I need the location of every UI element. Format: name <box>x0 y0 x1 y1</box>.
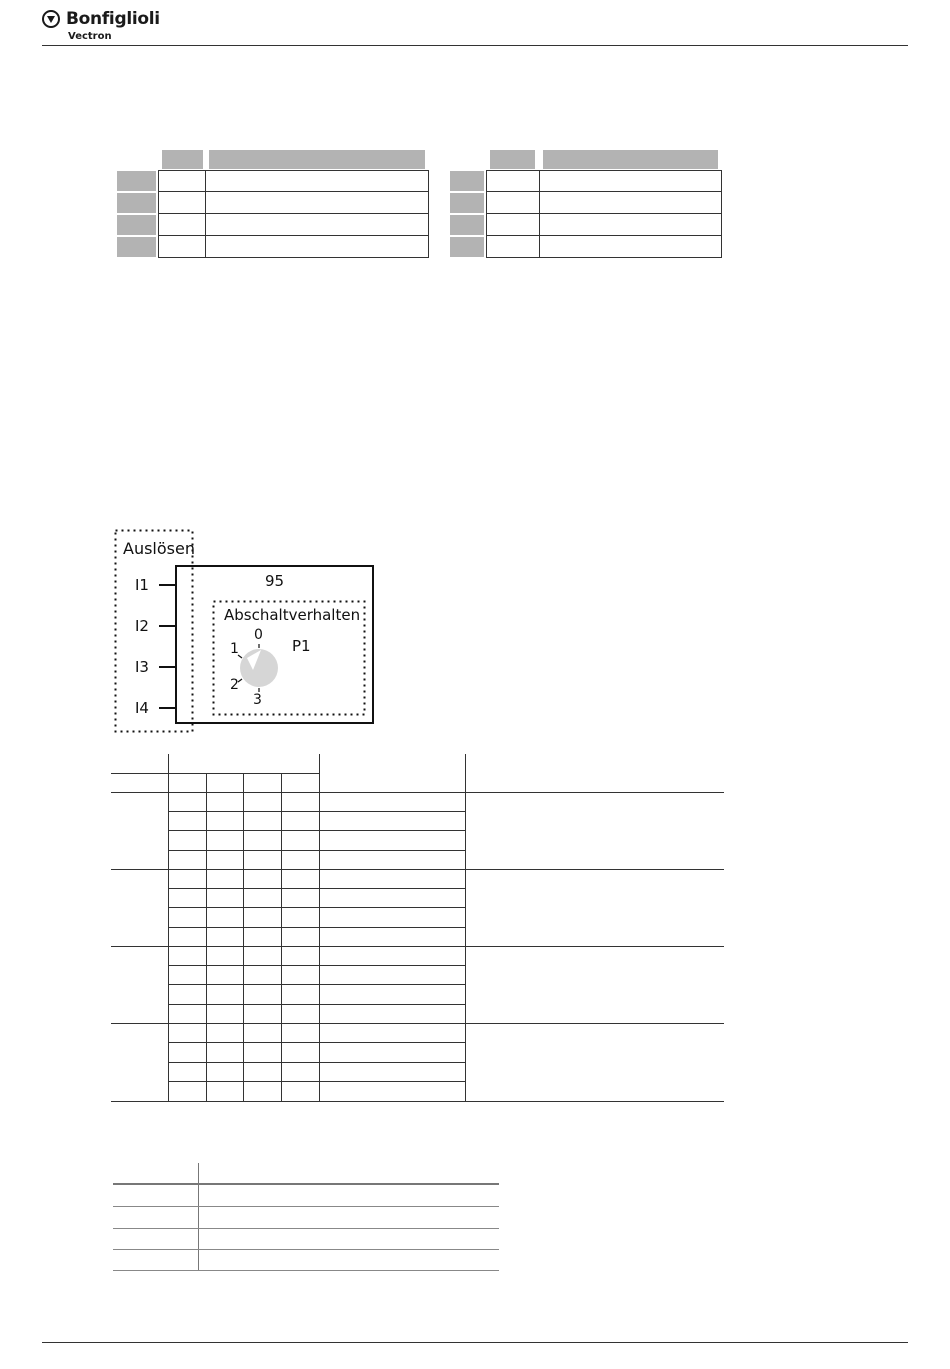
row-header-cell <box>117 215 156 235</box>
table-divider <box>198 1163 199 1271</box>
table-divider <box>168 754 169 1102</box>
table-header-line <box>113 1183 499 1185</box>
table-divider <box>158 235 429 236</box>
table-header-cell <box>162 150 203 169</box>
table-divider <box>486 235 722 236</box>
dial-position-2: 2 <box>230 677 239 693</box>
input-label-i2: I2 <box>135 617 149 635</box>
brand-logo-icon <box>42 10 60 28</box>
footer-rule <box>42 1342 908 1343</box>
trigger-frame <box>116 531 193 732</box>
table-divider <box>465 754 466 1102</box>
row-header-cell <box>117 171 156 191</box>
table-divider <box>243 773 244 1102</box>
table-row-line <box>113 1228 499 1229</box>
table-divider <box>206 773 207 1102</box>
table-row-line <box>168 907 465 908</box>
table-row-line <box>168 1042 465 1043</box>
brand-logo <box>42 9 172 43</box>
header-rule <box>42 45 908 46</box>
table-row-line <box>113 1206 499 1207</box>
row-header-cell <box>450 215 484 235</box>
table-group-line <box>111 946 724 947</box>
table-row-line <box>168 1004 465 1005</box>
table-divider <box>319 754 320 1102</box>
input-label-i1: I1 <box>135 576 149 594</box>
table-header-cell <box>209 150 425 169</box>
row-header-cell <box>450 193 484 213</box>
table-divider <box>486 213 722 214</box>
table-row-line <box>168 830 465 831</box>
table-header-cell <box>490 150 535 169</box>
row-header-cell <box>450 171 484 191</box>
table-row-line <box>168 1081 465 1082</box>
table-group-line <box>111 1023 724 1024</box>
table-divider <box>539 170 540 258</box>
table-row-line <box>168 927 465 928</box>
table-row-line <box>168 888 465 889</box>
table-divider <box>158 191 429 192</box>
table-row-line <box>168 984 465 985</box>
row-header-cell <box>117 237 156 257</box>
dial-position-3: 3 <box>253 692 262 708</box>
table-row-line <box>168 850 465 851</box>
function-label: Abschaltverhalten <box>224 606 361 624</box>
block-number: 95 <box>265 572 285 590</box>
input-label-i4: I4 <box>135 699 149 717</box>
brand-subname: Vectron <box>68 31 112 42</box>
parameter-label: P1 <box>292 637 311 655</box>
table-header-cell <box>543 150 718 169</box>
table-group-line <box>111 1101 724 1102</box>
table-divider <box>158 213 429 214</box>
table-group-line <box>111 869 724 870</box>
table-divider <box>486 191 722 192</box>
table-row-line <box>168 965 465 966</box>
table-body <box>158 170 429 258</box>
table-divider <box>205 170 206 258</box>
row-header-cell <box>450 237 484 257</box>
trigger-label: Auslösen <box>123 539 195 558</box>
table-row-line <box>168 1062 465 1063</box>
dial-position-1: 1 <box>230 641 239 657</box>
input-label-i3: I3 <box>135 658 149 676</box>
dial-position-0: 0 <box>254 627 263 643</box>
table-body <box>486 170 722 258</box>
table-row-line <box>168 811 465 812</box>
table-divider <box>281 773 282 1102</box>
table-row-line <box>113 1270 499 1271</box>
brand-name: Bonfiglioli <box>66 9 160 29</box>
row-header-cell <box>117 193 156 213</box>
table-divider <box>111 773 319 774</box>
table-row-line <box>113 1249 499 1250</box>
table-group-line <box>111 792 724 793</box>
